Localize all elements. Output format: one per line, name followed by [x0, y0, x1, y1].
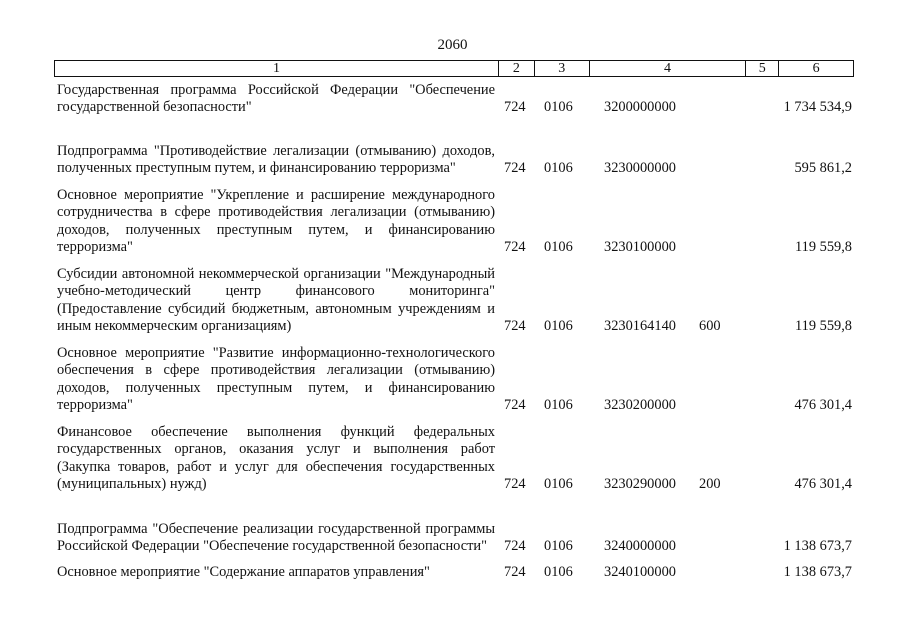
row-col-2: 724 — [504, 159, 526, 176]
row-col-3: 0106 — [544, 537, 573, 554]
page-number: 2060 — [437, 37, 468, 53]
header-col-5: 5 — [746, 61, 779, 76]
row-col-2: 724 — [504, 317, 526, 334]
row-col-3: 0106 — [544, 238, 573, 255]
row-col-4: 3230200000 — [604, 396, 676, 413]
row-col-4: 3200000000 — [604, 98, 676, 115]
table-body — [57, 79, 854, 581]
row-col-2: 724 — [504, 563, 526, 580]
header-col-4: 4 — [590, 61, 747, 76]
row-col-4: 3230164140 — [604, 317, 676, 334]
row-col-2: 724 — [504, 475, 526, 492]
row-col-3: 0106 — [544, 317, 573, 334]
row-col-4: 3230000000 — [604, 159, 676, 176]
row-description: Подпрограмма "Противодействие легализации (отмыванию) доходов, полученных преступным путем, и финансированию терроризма" — [57, 142, 495, 176]
row-col-5: 200 — [699, 475, 721, 492]
row-col-3: 0106 — [544, 475, 573, 492]
row-col-4: 3230290000 — [604, 475, 676, 492]
row-col-6: 476 301,4 — [794, 396, 852, 413]
table-row — [57, 185, 854, 256]
header-col-6: 6 — [812, 61, 820, 76]
row-col-4: 3230100000 — [604, 238, 676, 255]
row-col-3: 0106 — [544, 98, 573, 115]
row-col-3: 0106 — [544, 396, 573, 413]
row-col-4: 3240000000 — [604, 537, 676, 554]
row-description: Основное мероприятие "Развитие информационно-технологического обеспечения в сфере противодействия легализации (отмыванию) доходов, полученных преступным путем, и финансированию терроризма" — [57, 345, 495, 413]
row-description: Основное мероприятие "Укрепление и расширение международного сотрудничества в сфере противодействия легализации (отмыванию) доходов, полученных преступным путем, и финансированию терроризма" — [57, 187, 495, 255]
row-col-2: 724 — [504, 396, 526, 413]
header-col-3: 3 — [535, 61, 590, 76]
row-description: Субсидии автономной некоммерческой организации "Международный учебно-методический центр финансового мониторинга" (Предоставление субсидий бюджетным, автономным учреждениям и иным некоммерческим организациям) — [57, 266, 495, 334]
table-row — [57, 343, 854, 414]
row-col-6: 1 138 673,7 — [783, 563, 852, 580]
header-col-2: 2 — [499, 61, 535, 76]
row-col-6: 1 138 673,7 — [783, 537, 852, 554]
row-col-3: 0106 — [544, 563, 573, 580]
table-row — [57, 501, 854, 555]
table-row — [57, 123, 854, 177]
row-col-4: 3240100000 — [604, 563, 676, 580]
row-col-2: 724 — [504, 238, 526, 255]
row-description: Государственная программа Российской Федерации "Обеспечение государственной безопасности" — [57, 81, 495, 115]
row-col-6: 1 734 534,9 — [783, 98, 852, 115]
row-col-2: 724 — [504, 537, 526, 554]
table-row — [57, 422, 854, 493]
row-description: Финансовое обеспечение выполнения функций федеральных государственных органов, оказания услуг и выполнения работ (Закупка товаров, работ и услуг для обеспечения государственных (муниципальных) нужд) — [57, 424, 495, 492]
row-col-5: 600 — [699, 317, 721, 334]
table-row — [57, 563, 854, 581]
row-col-6: 476 301,4 — [794, 475, 852, 492]
row-col-2: 724 — [504, 98, 526, 115]
row-description: Основное мероприятие "Содержание аппаратов управления" — [57, 563, 430, 580]
row-col-6: 119 559,8 — [794, 317, 852, 334]
table-row — [57, 79, 854, 116]
row-col-6: 119 559,8 — [794, 238, 852, 255]
row-col-6: 595 861,2 — [794, 159, 852, 176]
row-description: Подпрограмма "Обеспечение реализации государственной программы Российской Федерации "Обеспечение государственной безопасности" — [57, 520, 495, 554]
table-header — [54, 60, 854, 77]
table-row — [57, 264, 854, 335]
header-col-1: 1 — [55, 61, 499, 76]
row-col-3: 0106 — [544, 159, 573, 176]
